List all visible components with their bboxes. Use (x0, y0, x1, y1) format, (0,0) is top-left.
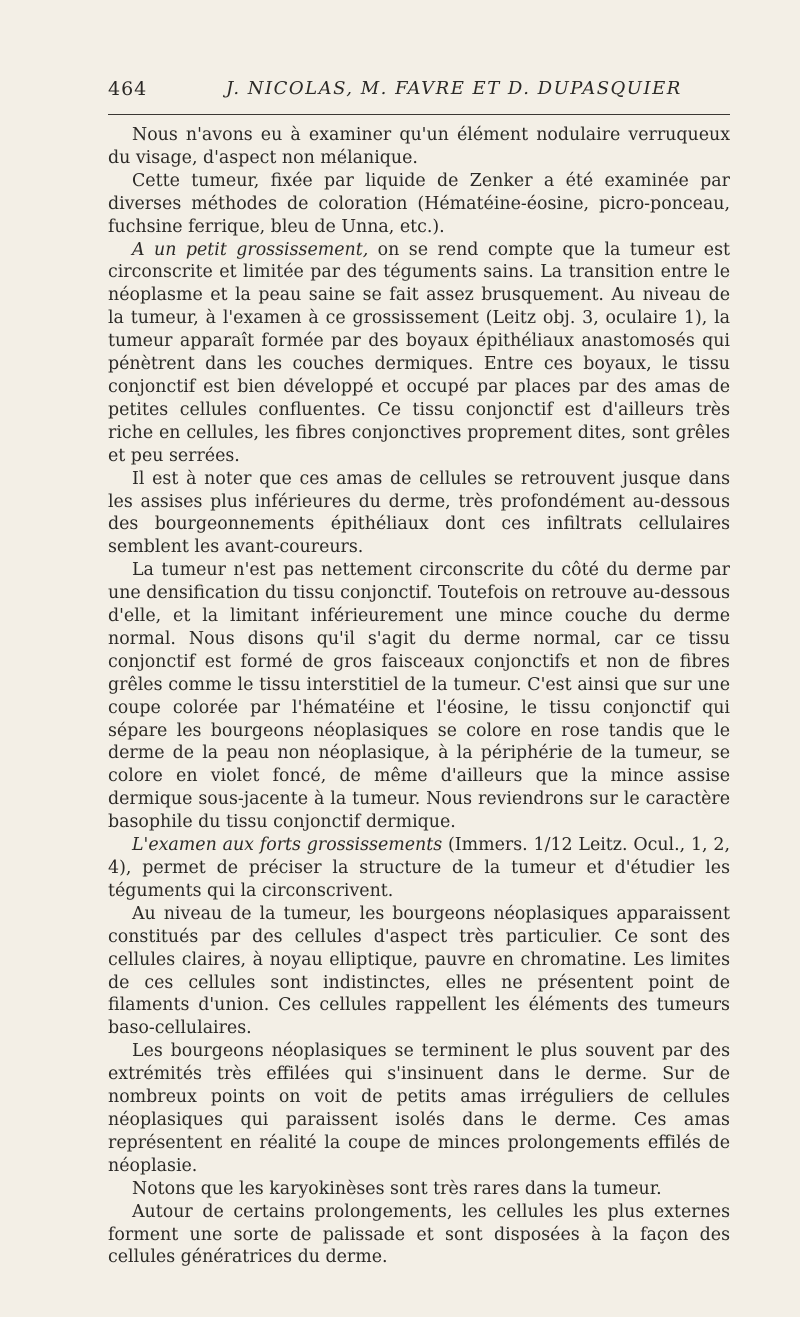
page-header (108, 78, 730, 110)
italic-lead: L'examen aux forts grossissements (132, 835, 443, 856)
paragraph: A un petit grossissement, on se rend compte que la tumeur est circonscrite et limitée par des téguments sains. La transition entre le néoplasme et la peau saine se fait assez brusquement. Au niveau de la tumeur, à l'examen à ce grossissement (Leitz obj. 3, oculaire 1), la tumeur apparaît formée par des boyaux épithéliaux anastomosés qui pénètrent dans les couches dermiques. Entre ces boyaux, le tissu conjonctif est bien développé et occupé par places par des amas de petites cellules confluentes. Ce tissu conjonctif est d'ailleurs très riche en cellules, les fibres conjonctives proprement dites, sont grêles et peu serrées. (108, 239, 730, 466)
running-title: J. NICOLAS, M. FAVRE ET D. DUPASQUIER (226, 78, 682, 99)
paragraph: Autour de certains prolongements, les cellules les plus externes forment une sorte de palissade et sont disposées à la façon des cellules génératrices du derme. (108, 1201, 730, 1268)
italic-lead: A un petit grossissement, (132, 239, 369, 260)
page-number: 464 (108, 78, 148, 100)
header-rule (108, 114, 730, 115)
paragraph: Au niveau de la tumeur, les bourgeons néoplasiques apparaissent constitués par des cellules d'aspect très particulier. Ce sont des cellules claires, à noyau elliptique, pauvre en chromatine. Les limites de ces cellules sont indistinctes, elles ne présentent point de filaments d'union. Ces cellules rappellent les éléments des tumeurs baso-cellulaires. (108, 903, 730, 1039)
paragraph: Notons que les karyokinèses sont très rares dans la tumeur. (132, 1178, 662, 1199)
paragraph: Il est à noter que ces amas de cellules se retrouvent jusque dans les assises plus inférieures du derme, très profondément au-dessous des bourgeonnements épithéliaux dont ces infiltrats cellulaires semblent les avant-coureurs. (108, 468, 730, 558)
body-text (108, 124, 730, 1269)
paragraph: Cette tumeur, fixée par liquide de Zenker a été examinée par diverses méthodes de coloration (Hématéine-éosine, picro-ponceau, fuchsine ferrique, bleu de Unna, etc.). (108, 170, 730, 237)
paragraph: L'examen aux forts grossissements (Immers. 1/12 Leitz. Ocul., 1, 2, 4), permet de préciser la structure de la tumeur et d'étudier les téguments qui la circonscrivent. (108, 835, 730, 901)
paragraph: Nous n'avons eu à examiner qu'un élément nodulaire verruqueux du visage, d'aspect non mélanique. (108, 125, 730, 168)
paragraph: Les bourgeons néoplasiques se terminent le plus souvent par des extrémités très effilées qui s'insinuent dans le derme. Sur de nombreux points on voit de petits amas irréguliers de cellules néoplasiques qui paraissent isolés dans le derme. Ces amas représentent en réalité la coupe de minces prolongements effilés de néoplasie. (108, 1041, 730, 1176)
paragraph: La tumeur n'est pas nettement circonscrite du côté du derme par une densification du tissu conjonctif. Toutefois on retrouve au-dessous d'elle, et la limitant inférieurement une mince couche du derme normal. Nous disons qu'il s'agit du derme normal, car ce tissu conjonctif est formé de gros faisceaux conjonctifs et non de fibres grêles comme le tissu interstitiel de la tumeur. C'est ainsi que sur une coupe colorée par l'hématéine et l'éosine, le tissu conjonctif qui sépare les bourgeons néoplasiques se colore en rose tandis que le derme de la peau non néoplasique, à la périphérie de la tumeur, se colore en violet foncé, de même d'ailleurs que la mince assise dermique sous-jacente à la tumeur. Nous reviendrons sur le caractère basophile du tissu conjonctif dermique. (108, 560, 730, 833)
